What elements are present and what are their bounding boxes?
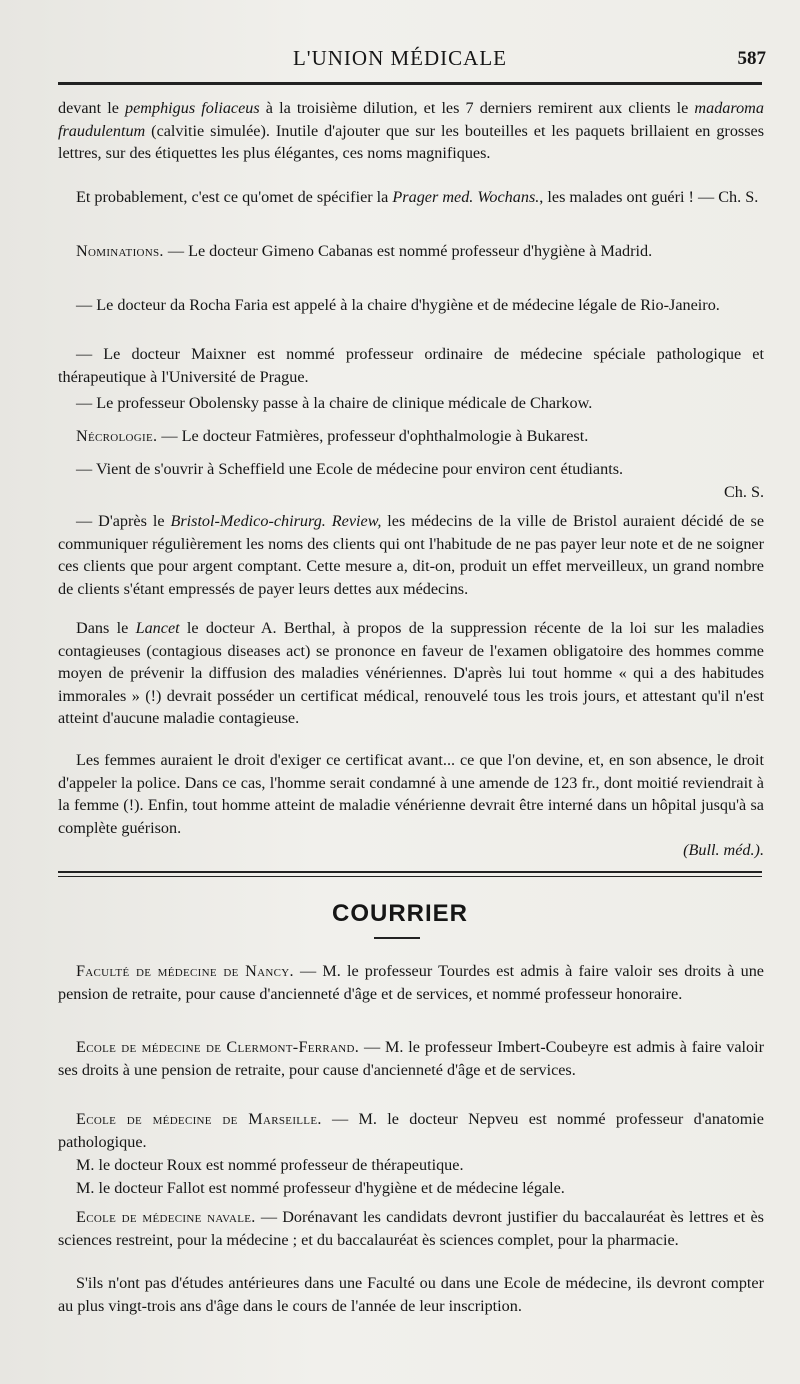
page-number: 587 [737,48,766,69]
rubric-label: Ecole de médecine de Marseille. [76,1110,322,1128]
text: — Vient de s'ouvrir à Scheffield une Ecole de médecine pour environ cent étudiants. [76,460,624,478]
rubric-label: Nécrologie. [76,427,158,445]
text: les médecins de la ville de Bristol auraient décidé de se communiquer régulièrement les noms des clients qui ont l'habitude de ne pas payer leur note et de ne soigner ces clients que pour argent comptant. Cette mesure a, dit-on, produit un effet merveilleux, un grand nombre de clients s'étant empressés de payer leurs dettes aux médecins. [58,512,765,598]
paragraph-maixner: — Le docteur Maixner est nommé professeur ordinaire de médecine spéciale pathologique et thérapeutique à l'Université de Prague. [58,345,764,386]
running-header [0,46,800,76]
courrier-fallot: M. le docteur Fallot est nommé professeur d'hygiène et de médecine légale. [76,1179,565,1197]
section-title-courrier: COURRIER [331,900,468,927]
text: — D'après le [76,512,171,530]
text: Dans le [76,619,136,637]
courrier-nancy [58,960,764,1005]
text: — Dorénavant les candidats devront justifier du baccalauréat ès lettres et ès sciences restreint, pour la médecine ; et du baccalauréat ès sciences complet, pour la pharmacie. [58,1208,764,1249]
courrier-inscription: S'ils n'ont pas d'études antérieures dans une Faculté ou dans une Ecole de médecine, ils devront compter au plus vingt-trois ans d'âge dans le cours de l'année de leur inscription. [58,1274,764,1315]
paragraph-nominations [58,240,764,263]
paragraph-lancet [58,617,764,730]
text: Les femmes auraient le droit d'exiger ce certificat avant... ce que l'on devine, et, en son absence, le droit d'appeler la police. Dans ce cas, l'homme serait condamné à une amende de 123 fr., dont moitié reviendrait à la femme (!). Enfin, tout homme atteint de maladie vénérienne devrait être interné dans un hôpital jusqu'à sa complète guérison. [58,751,764,837]
text: — Le docteur Gimeno Cabanas est nommé professeur d'hygiène à Madrid. [163,242,653,260]
text: (calvitie simulée). Inutile d'ajouter que sur les bouteilles et les paquets brillaient en grosses lettres, sur des étiquettes les plus élégantes, ces noms magnifiques. [58,121,764,163]
text: devant le [58,99,126,117]
italic-term: pemphigus foliaceus [125,99,260,117]
journal-name: Bristol-Medico-chirurg. Review, [170,512,382,530]
paragraph-femmes [58,749,764,862]
header-rule [58,82,762,85]
courrier-roux: M. le docteur Roux est nommé professeur de thérapeutique. [76,1156,464,1174]
text: Et probablement, c'est ce qu'omet de spécifier la [76,188,393,206]
title-underline [374,937,420,939]
running-title: L'UNION MÉDICALE [292,46,507,70]
paragraph-necrologie [58,425,764,448]
rubric-label: Nominations. [76,242,164,260]
paragraph-bristol [58,510,764,600]
rubric-label: Ecole de médecine navale. [76,1208,256,1226]
text: — M. le professeur Imbert-Coubeyre est admis à faire valoir ses droits à une pension de retraite, pour cause d'ancienneté d'âge et de services. [58,1038,764,1079]
text: — Le docteur Fatmières, professeur d'ophthalmologie à Bukarest. [157,427,589,445]
text: le docteur A. Berthal, à propos de la suppression récente de la loi sur les maladies contagieuses (contagious diseases act) se prononce en faveur de l'examen obligatoire des hommes comme moyen de prévenir la diffusion des maladies vénériennes. D'après lui tout homme « qui a des habitudes immorales » (!) devrait posséder un certificat médical, renouvelé tous les trois jours, et attestant qu'il n'est atteint d'aucune maladie contagieuse. [58,619,764,728]
paragraph-scheffield [58,458,764,503]
rubric-label: Ecole de médecine de Clermont-Ferrand. [76,1038,360,1056]
paragraph-obolensky: — Le professeur Obolensky passe à la chaire de clinique médicale de Charkow. [76,394,593,412]
paragraph-pemphigus [58,97,764,165]
paragraph-prager [58,186,764,209]
signature: Ch. S. [723,482,764,501]
text: — M. le docteur Nepveu est nommé professeur d'anatomie pathologique. [58,1110,764,1151]
rubric-label: Faculté de médecine de Nancy. [76,962,294,980]
source-citation: (Bull. méd.). [683,841,764,860]
text: à la troisième dilution, et les 7 derniers remirent aux clients le [259,99,695,117]
text: , les malades ont guéri ! — Ch. S. [539,188,759,206]
courrier-clermont [58,1036,764,1081]
courrier-navale [58,1206,764,1251]
text: — M. le professeur Tourdes est admis à faire valoir ses droits à une pension de retraite, pour cause d'ancienneté d'âge et de services, et nommé professeur honoraire. [58,962,764,1003]
journal-name: Lancet [135,619,180,637]
section-separator [58,871,762,877]
paragraph-rocha-faria: — Le docteur da Rocha Faria est appelé à la chaire d'hygiène et de médecine légale de Rio-Janeiro. [76,296,720,314]
journal-name: Prager med. Wochans. [392,188,540,206]
courrier-marseille [58,1108,764,1153]
italic-term: madaroma fraudulentum [58,99,764,140]
